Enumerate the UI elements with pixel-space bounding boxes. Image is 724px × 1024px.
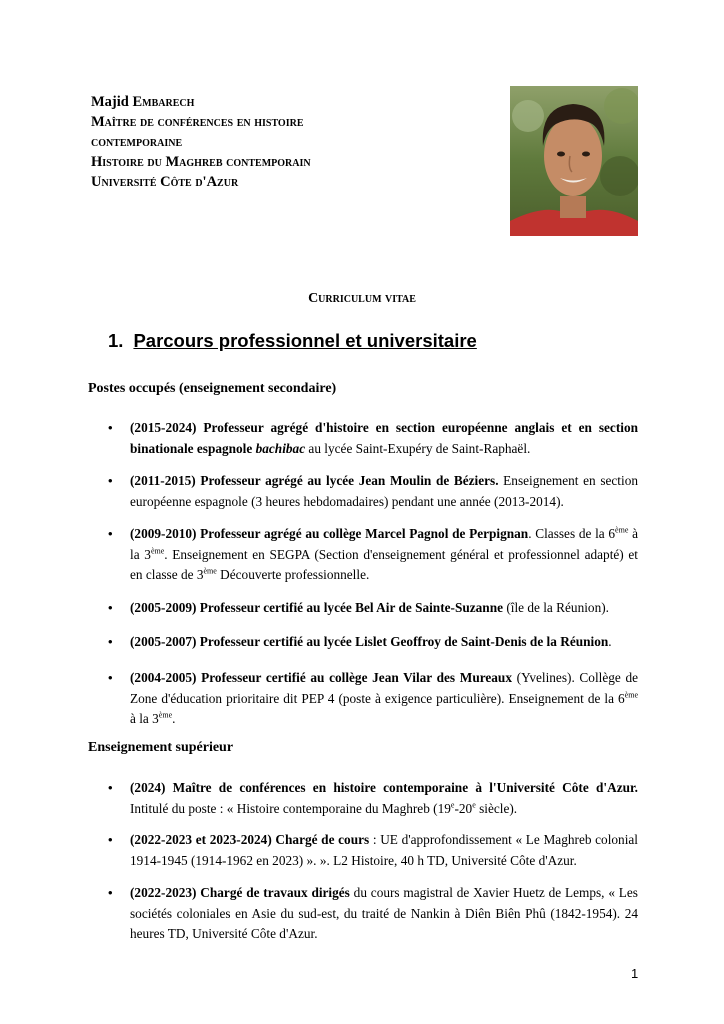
list-item: • (2022-2023 et 2023-2024) Chargé de cours : UE d'approfondissement « Le Maghreb colonial 1914-1945 (1914-1962 en 2023) ». ». L2 Histoire, 40 h TD, Université Côte d'Azur. xyxy=(108,830,638,871)
author-name: Majid Embarech xyxy=(91,94,195,110)
portrait-illustration xyxy=(510,86,638,236)
cv-title: Curriculum vitae xyxy=(308,291,416,306)
author-title-line2: contemporaine xyxy=(91,134,183,150)
list-item: • (2022-2023) Chargé de travaux dirigés du cours magistral de Xavier Huetz de Lemps, « Les sociétés coloniales en Asie du sud-est, du traité de Nankin à Diên Biên Phû (1842-1954). 24 heures TD, Université Côte d'Azur. xyxy=(108,883,638,945)
list-item: • (2011-2015) Professeur agrégé au lycée Jean Moulin de Béziers. Enseignement en section européenne espagnole (3 heures hebdomadaires) pendant une année (2013-2014). xyxy=(108,471,638,512)
author-field: Histoire du Maghreb contemporain xyxy=(91,154,311,170)
list-item: • (2009-2010) Professeur agrégé au collège Marcel Pagnol de Perpignan. Classes de la 6ème à la 3ème. Enseignement en SEGPA (Section d'enseignement général et professionnel adapté) et en classe de 3ème Découverte professionnelle. xyxy=(108,524,638,586)
list-item: • (2005-2009) Professeur certifié au lycée Bel Air de Sainte-Suzanne (île de la Réunion). xyxy=(108,598,638,619)
author-title-line1: Maître de conférences en histoire xyxy=(91,114,304,130)
list-item: • (2005-2007) Professeur certifié au lycée Lislet Geoffroy de Saint-Denis de la Réunion. xyxy=(108,632,638,653)
list-item: • (2024) Maître de conférences en histoire contemporaine à l'Université Côte d'Azur. Intitulé du poste : « Histoire contemporaine du Maghreb (19e-20e siècle). xyxy=(108,778,638,819)
page-number: 1 xyxy=(631,966,639,981)
list-item: • (2004-2005) Professeur certifié au collège Jean Vilar des Mureaux (Yvelines). Collège de Zone d'éducation prioritaire dit PEP 4 (poste à exigence particulière). Enseignement de la 6ème à la 3ème. xyxy=(108,668,638,730)
higher-education-heading: Enseignement supérieur xyxy=(88,740,234,755)
cv-header xyxy=(91,92,491,192)
section-number: 1. xyxy=(108,330,124,351)
secondary-heading: Postes occupés (enseignement secondaire) xyxy=(88,381,337,396)
section-heading: Parcours professionnel et universitaire xyxy=(133,330,477,351)
author-university: Université Côte d'Azur xyxy=(91,174,239,190)
list-item: • (2015-2024) Professeur agrégé d'histoire en section européenne anglais et en section binationale espagnole bachibac au lycée Saint-Exupéry de Saint-Raphaël. xyxy=(108,418,638,459)
portrait-photo xyxy=(510,86,638,236)
section-1-title xyxy=(108,330,477,352)
